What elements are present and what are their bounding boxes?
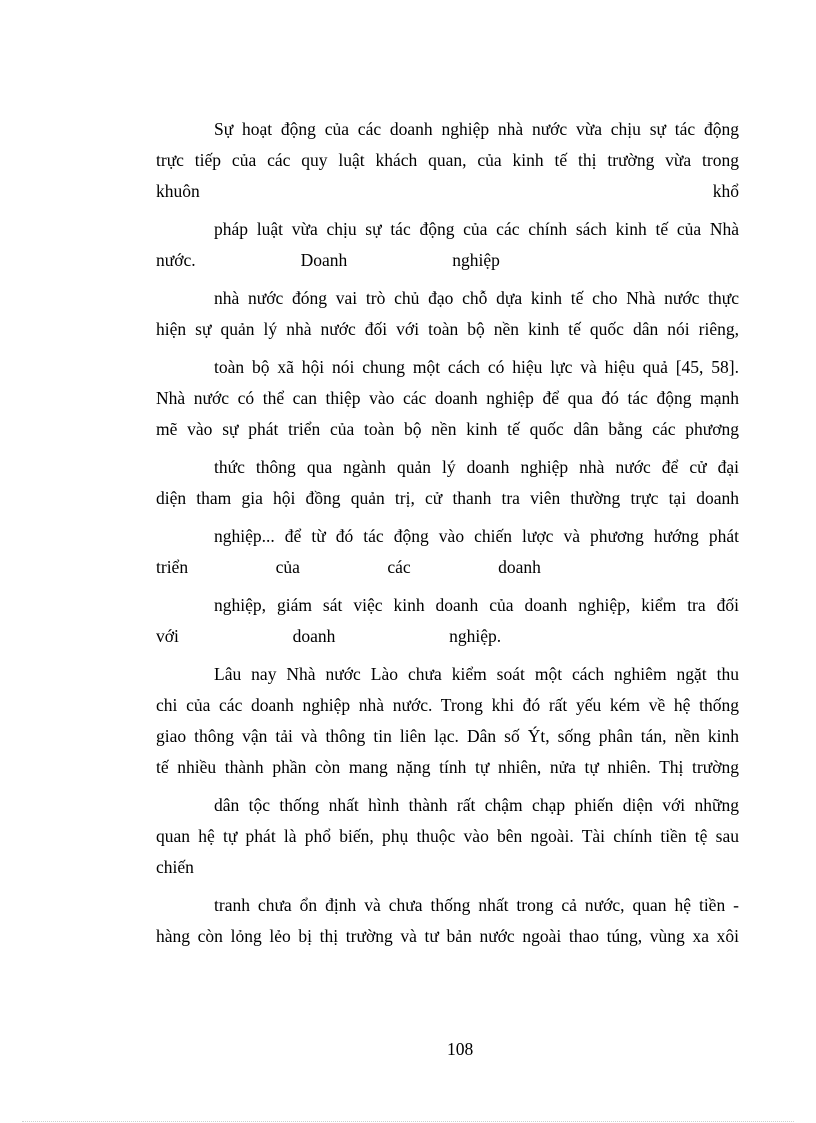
page-number: 108 — [447, 1039, 474, 1059]
text-line: nghiệp, giám sát việc kinh doanh của doanh nghiệp, kiểm tra đối — [214, 595, 739, 615]
text-line: nhà nước đóng vai trò chủ đạo chỗ dựa kinh tế cho Nhà nước thực — [214, 288, 739, 308]
text-line: triển của các doanh — [156, 557, 541, 577]
text-line: diện tham gia hội đồng quản trị, cử thanh tra viên thường trực tại doanh — [156, 488, 739, 508]
text-line: chi của các doanh nghiệp nhà nước. Trong khi đó rất yếu kém về hệ thống — [156, 695, 739, 715]
text-line: tranh chưa ổn định và chưa thống nhất trong cả nước, quan hệ tiền - — [214, 895, 739, 915]
text-line: chiến — [156, 857, 194, 877]
text-line: trực tiếp của các quy luật khách quan, của kinh tế thị trường vừa trong — [156, 150, 739, 170]
text-line: thức thông qua ngành quản lý doanh nghiệp nhà nước để cử đại — [214, 457, 739, 477]
page-bottom-divider — [22, 1121, 794, 1122]
text-line: nước. Doanh nghiệp — [156, 250, 500, 270]
text-line: dân tộc thống nhất hình thành rất chậm chạp phiến diện với những — [214, 795, 739, 815]
text-line-words: khuôn khổ — [156, 181, 739, 201]
text-line: hiện sự quản lý nhà nước đối với toàn bộ nền kinh tế quốc dân nói riêng, — [156, 319, 739, 339]
text-line: nghiệp... để từ đó tác động vào chiến lược và phương hướng phát — [214, 526, 739, 546]
text-line: Sự hoạt động của các doanh nghiệp nhà nước vừa chịu sự tác động — [214, 119, 739, 139]
text-line: với doanh nghiệp. — [156, 626, 502, 646]
text-line — [156, 180, 739, 202]
text-line: mẽ vào sự phát triển của toàn bộ nền kinh tế quốc dân bằng các phương — [156, 419, 739, 439]
text-line: quan hệ tự phát là phổ biến, phụ thuộc vào bên ngoài. Tài chính tiền tệ sau — [156, 826, 739, 846]
text-line: pháp luật vừa chịu sự tác động của các chính sách kinh tế của Nhà — [214, 219, 739, 239]
text-line: hàng còn lỏng lẻo bị thị trường và tư bản nước ngoài thao túng, vùng xa xôi — [156, 926, 739, 946]
text-line: Nhà nước có thể can thiệp vào các doanh nghiệp để qua đó tác động mạnh — [156, 388, 739, 408]
text-line: Lâu nay Nhà nước Lào chưa kiểm soát một cách nghiêm ngặt thu — [214, 664, 739, 684]
text-line: toàn bộ xã hội nói chung một cách có hiệu lực và hiệu quả [45, 58]. — [214, 357, 739, 377]
text-line: tế nhiều thành phần còn mang nặng tính tự nhiên, nửa tự nhiên. Thị trường — [156, 757, 739, 777]
text-line: giao thông vận tải và thông tin liên lạc. Dân số Ýt, sống phân tán, nền kinh — [156, 726, 739, 746]
